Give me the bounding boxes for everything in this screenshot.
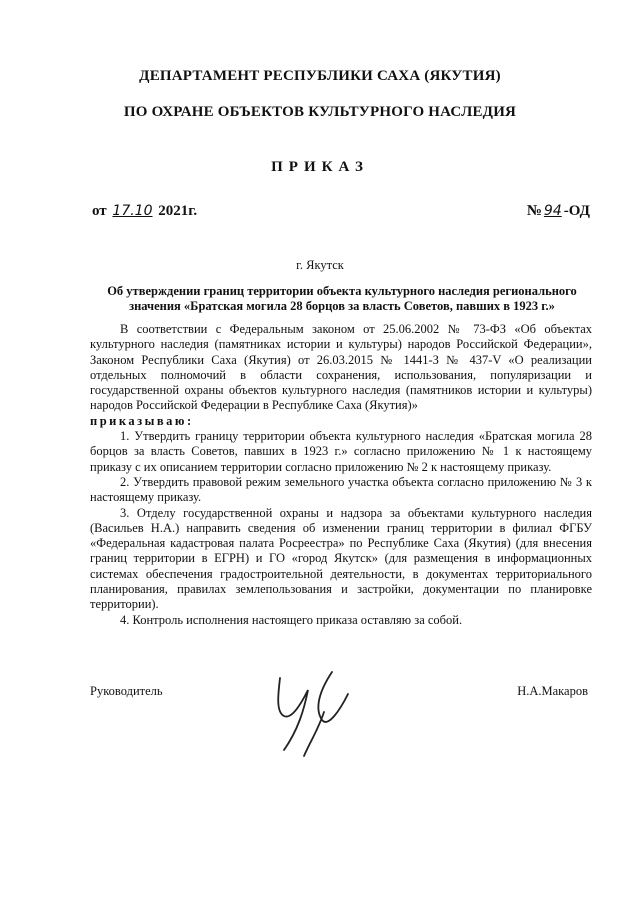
order-item-3: 3. Отделу государственной охраны и надзора за объектами культурного наследия (Васильев Н.А.) направить сведения об изменении границ территории в филиал ФГБУ «Федеральная кадастровая палата Росреестра» по Республике Саха (Якутия) (для внесения границ территории в ЕГРН) и ГО «город Якутск» (для размещения в информационных системах обеспечения градостроительной деятельности, в документах территориального планирования, правилах землепользования и застройки, документации по планировке территории). <box>90 505 592 612</box>
order-number <box>527 203 590 220</box>
signer-name: Н.А.Макаров <box>517 684 588 698</box>
city: г. Якутск <box>296 258 344 272</box>
signer-position: Руководитель <box>90 684 163 698</box>
preamble-paragraph: В соответствии с Федеральным законом от 25.06.2002 № 73-ФЗ «Об объектах культурного наследия (памятниках истории и культуры) народов Российской Федерации», Законом Республики Саха (Якутия) от 26.03.2015 № 1441-З № 437-V «О реализации отдельных полномочий в области сохранения, использования, популяризации и государственной охраны объектов культурного наследия (памятников истории и культуры) народов Российской Федерации в Республике Саха (Якутия)» <box>90 322 592 413</box>
number-handwritten: 94 <box>543 203 562 219</box>
department-name-line2: ПО ОХРАНЕ ОБЪЕКТОВ КУЛЬТУРНОГО НАСЛЕДИЯ <box>123 104 517 120</box>
order-date <box>92 203 197 220</box>
document-title: ПРИКАЗ <box>271 159 369 175</box>
department-name-line1: ДЕПАРТАМЕНТ РЕСПУБЛИКИ САХА (ЯКУТИЯ) <box>139 68 501 84</box>
order-item-4: 4. Контроль исполнения настоящего приказа оставляю за собой. <box>120 612 463 627</box>
order-item-1: 1. Утвердить границу территории объекта культурного наследия «Братская могила 28 борцов за власть Советов, павших в 1923 г.» согласно приложению № 1 к настоящему приказу с их описанием территории согласно приложению № 2 к настоящему приказу. <box>90 429 592 474</box>
handwritten-signature <box>250 650 360 760</box>
date-handwritten: 17.10 <box>112 203 153 219</box>
number-suffix: -ОД <box>563 203 590 219</box>
order-item-2: 2. Утвердить правовой режим земельного участка объекта согласно приложению № 3 к настоящему приказу. <box>90 474 592 505</box>
order-body <box>90 322 592 628</box>
date-prefix: от <box>92 203 107 219</box>
orders-word: приказываю: <box>90 413 194 428</box>
order-subject: Об утверждении границ территории объекта культурного наследия регионального значения «Братская могила 28 борцов за власть Советов, павших в 1923 г.» <box>107 284 577 313</box>
number-prefix: № <box>526 203 542 219</box>
date-year: 2021г. <box>158 203 198 219</box>
